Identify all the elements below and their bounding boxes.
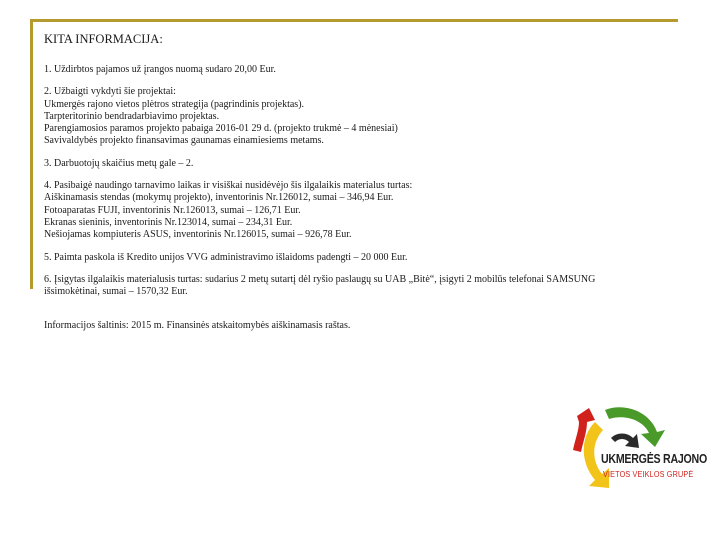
item-6 bbox=[44, 274, 684, 299]
item-1-line: 1. Uždirbtos pajamos už įrangos nuomą sudaro 20,00 Eur. bbox=[44, 64, 276, 75]
source-line: Informacijos šaltinis: 2015 m. Finansinės atskaitomybės aiškinamasis raštas. bbox=[44, 320, 351, 332]
item-5 bbox=[44, 252, 684, 264]
item-4-line: Aiškinamasis stendas (mokymų projekto), inventorinis Nr.126012, sumai – 346,94 Eur. bbox=[44, 192, 394, 204]
item-3 bbox=[44, 158, 684, 170]
item-2-line: Parengiamosios paramos projekto pabaiga 2016-01 29 d. (projekto trukmė – 4 mėnesiai) bbox=[44, 123, 398, 135]
page-title: KITA INFORMACIJA: bbox=[44, 32, 163, 46]
item-1 bbox=[44, 64, 684, 76]
document-body bbox=[44, 32, 684, 343]
source-note bbox=[44, 320, 684, 332]
item-2-line: Tarpteritorinio bendradarbiavimo projektas. bbox=[44, 110, 220, 122]
item-2-line: Savivaldybės projekto finansavimas gaunamas einamiesiems metams. bbox=[44, 135, 324, 147]
item-5-line: 5. Paimta paskola iš Kredito unijos VVG administravimo išlaidoms padengti – 20 000 Eur. bbox=[44, 251, 408, 263]
item-4-line: Fotoaparatas FUJI, inventorinis Nr.126013, sumai – 126,71 Eur. bbox=[44, 204, 301, 216]
item-4-line: Nešiojamas kompiuteris ASUS, inventorinis Nr.126015, sumai – 926,78 Eur. bbox=[44, 229, 352, 241]
item-2-line: Ukmergės rajono vietos plėtros strategija (pagrindinis projektas). bbox=[44, 98, 305, 110]
item-6-line: 6. Įsigytas ilgalaikis materialusis turtas: sudarius 2 metų sutartį dėl ryšio paslaugų su UAB „Bitė“, įsigyti 2 mobilūs telefonai SAMSUNG bbox=[44, 273, 596, 285]
item-3-line: 3. Darbuotojų skaičius metų gale – 2. bbox=[44, 157, 194, 169]
item-2-line: 2. Užbaigti vykdyti šie projektai: bbox=[44, 86, 176, 98]
item-4-line: Ekranas sieninis, inventorinis Nr.123014, sumai – 234,31 Eur. bbox=[44, 216, 293, 228]
frame-top-border bbox=[30, 19, 678, 22]
frame-left-border bbox=[30, 19, 33, 289]
item-6-line: išsimokėtinai, sumai – 1570,32 Eur. bbox=[44, 286, 188, 298]
logo-dark-arrow bbox=[611, 434, 639, 449]
logo-text-line2: VIETOS VEIKLOS GRUPĖ bbox=[603, 470, 694, 479]
lag-logo bbox=[565, 402, 695, 497]
item-4 bbox=[44, 180, 684, 241]
item-2 bbox=[44, 86, 684, 147]
item-4-line: 4. Pasibaigė naudingo tarnavimo laikas ir visiškai nusidėvėjo šis ilgalaikis materialus turtas: bbox=[44, 180, 413, 192]
logo-text-line1: UKMERGĖS RAJONO bbox=[601, 452, 707, 466]
